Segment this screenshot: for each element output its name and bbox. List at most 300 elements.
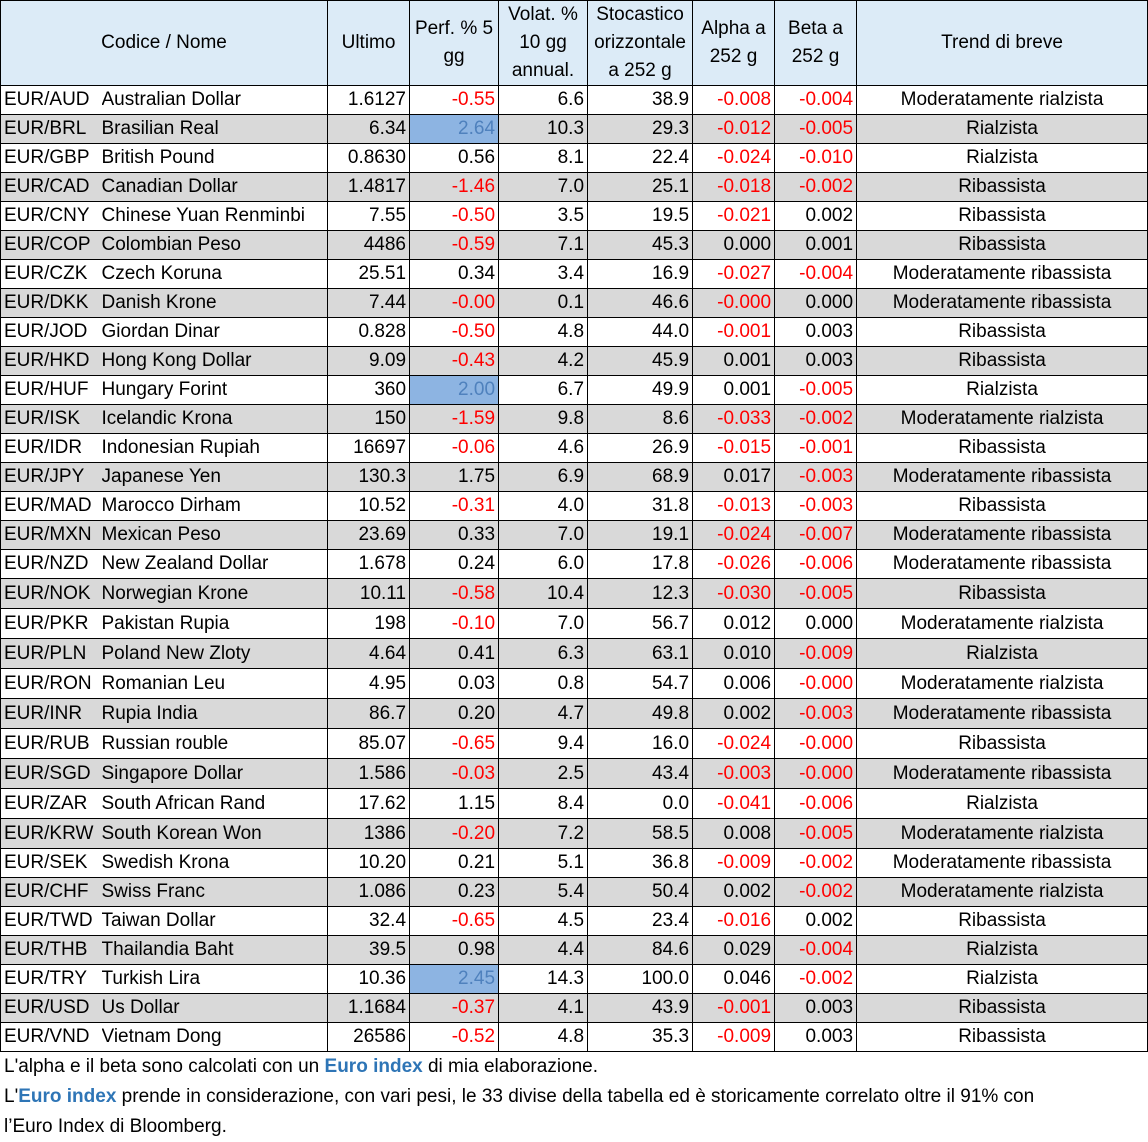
cell-ultimo: 1.086 [328,878,410,907]
cell-volat: 5.1 [499,849,588,878]
cell-name: British Pound [102,144,328,173]
cell-beta: -0.000 [775,759,857,789]
cell-beta: 0.002 [775,202,857,231]
cell-name: Mexican Peso [102,521,328,550]
cell-ultimo: 10.52 [328,492,410,521]
cell-code: EUR/TRY [1,965,102,994]
cell-alpha: -0.026 [693,550,775,579]
table-row [1,289,1148,318]
cell-beta: -0.005 [775,115,857,144]
cell-volat: 9.8 [499,405,588,434]
cell-perf: 0.20 [410,699,499,729]
cell-trend: Ribassista [857,347,1148,376]
cell-trend: Moderatamente ribassista [857,849,1148,878]
cell-alpha: 0.012 [693,609,775,639]
cell-volat: 7.0 [499,609,588,639]
cell-stocastico: 84.6 [588,936,693,965]
cell-volat: 6.7 [499,376,588,405]
cell-alpha: -0.021 [693,202,775,231]
cell-trend: Rialzista [857,144,1148,173]
cell-trend: Ribassista [857,907,1148,936]
cell-stocastico: 8.6 [588,405,693,434]
cell-ultimo: 1.1684 [328,994,410,1023]
cell-code: EUR/CNY [1,202,102,231]
cell-ultimo: 4.64 [328,639,410,669]
cell-trend: Ribassista [857,1023,1148,1052]
cell-perf: -0.10 [410,609,499,639]
cell-ultimo: 1386 [328,819,410,849]
cell-stocastico: 45.9 [588,347,693,376]
cell-beta: 0.003 [775,318,857,347]
cell-ultimo: 0.828 [328,318,410,347]
cell-code: EUR/BRL [1,115,102,144]
cell-volat: 9.4 [499,729,588,759]
table-row [1,347,1148,376]
cell-name: Poland New Zloty [102,639,328,669]
cell-ultimo: 360 [328,376,410,405]
cell-alpha: -0.033 [693,405,775,434]
cell-alpha: -0.009 [693,1023,775,1052]
cell-trend: Ribassista [857,492,1148,521]
cell-code: EUR/NZD [1,550,102,579]
cell-stocastico: 23.4 [588,907,693,936]
cell-trend: Moderatamente rialzista [857,86,1148,115]
header-perf: Perf. % 5 gg [410,1,499,86]
cell-name: Giordan Dinar [102,318,328,347]
cell-code: EUR/MAD [1,492,102,521]
cell-beta: 0.003 [775,347,857,376]
cell-name: Canadian Dollar [102,173,328,202]
cell-ultimo: 32.4 [328,907,410,936]
cell-stocastico: 12.3 [588,579,693,609]
cell-beta: -0.004 [775,260,857,289]
cell-volat: 8.1 [499,144,588,173]
cell-stocastico: 19.1 [588,521,693,550]
cell-volat: 4.8 [499,318,588,347]
cell-name: Pakistan Rupia [102,609,328,639]
cell-trend: Moderatamente ribassista [857,759,1148,789]
cell-volat: 6.0 [499,550,588,579]
cell-ultimo: 198 [328,609,410,639]
cell-name: South African Rand [102,789,328,819]
cell-name: Marocco Dirham [102,492,328,521]
cell-trend: Ribassista [857,994,1148,1023]
cell-volat: 4.2 [499,347,588,376]
cell-alpha: -0.009 [693,849,775,878]
cell-beta: 0.001 [775,231,857,260]
cell-code: EUR/AUD [1,86,102,115]
cell-alpha: 0.017 [693,463,775,492]
cell-ultimo: 23.69 [328,521,410,550]
cell-volat: 6.6 [499,86,588,115]
cell-name: Swiss Franc [102,878,328,907]
cell-stocastico: 100.0 [588,965,693,994]
cell-stocastico: 58.5 [588,819,693,849]
cell-alpha: -0.041 [693,789,775,819]
cell-stocastico: 26.9 [588,434,693,463]
cell-volat: 0.1 [499,289,588,318]
cell-volat: 4.4 [499,936,588,965]
cell-code: EUR/JOD [1,318,102,347]
cell-ultimo: 4.95 [328,669,410,699]
cell-stocastico: 25.1 [588,173,693,202]
table-row [1,521,1148,550]
cell-name: Danish Krone [102,289,328,318]
cell-alpha: 0.002 [693,878,775,907]
cell-alpha: -0.030 [693,579,775,609]
cell-volat: 4.6 [499,434,588,463]
cell-alpha: 0.001 [693,376,775,405]
cell-code: EUR/MXN [1,521,102,550]
cell-ultimo: 10.11 [328,579,410,609]
cell-perf: 0.03 [410,669,499,699]
footnote-keyword: Euro index [18,1086,117,1107]
footnote-keyword: Euro index [324,1056,423,1077]
footnotes [0,1052,1148,1142]
cell-perf: 1.15 [410,789,499,819]
cell-trend: Moderatamente rialzista [857,878,1148,907]
table-row [1,729,1148,759]
cell-beta: -0.000 [775,669,857,699]
cell-beta: -0.005 [775,376,857,405]
cell-ultimo: 25.51 [328,260,410,289]
table-row [1,907,1148,936]
cell-ultimo: 6.34 [328,115,410,144]
header-alpha: Alpha a 252 g [693,1,775,86]
cell-volat: 7.1 [499,231,588,260]
cell-beta: -0.003 [775,492,857,521]
cell-alpha: 0.001 [693,347,775,376]
table-row [1,260,1148,289]
cell-beta: -0.009 [775,639,857,669]
footnote-line-3: l’Euro Index di Bloomberg. [4,1116,227,1137]
cell-perf: 0.24 [410,550,499,579]
table-row [1,318,1148,347]
cell-stocastico: 68.9 [588,463,693,492]
cell-name: Turkish Lira [102,965,328,994]
cell-stocastico: 49.9 [588,376,693,405]
cell-name: Indonesian Rupiah [102,434,328,463]
cell-perf: -0.06 [410,434,499,463]
cell-stocastico: 19.5 [588,202,693,231]
cell-volat: 0.8 [499,669,588,699]
footnote-text: L'alpha e il beta sono calcolati con un [4,1056,325,1077]
table-row [1,819,1148,849]
cell-volat: 3.4 [499,260,588,289]
cell-trend: Moderatamente ribassista [857,521,1148,550]
cell-trend: Ribassista [857,202,1148,231]
table-row [1,144,1148,173]
cell-beta: -0.002 [775,965,857,994]
cell-trend: Rialzista [857,376,1148,405]
cell-stocastico: 49.8 [588,699,693,729]
cell-name: Singapore Dollar [102,759,328,789]
cell-name: Thailandia Baht [102,936,328,965]
cell-trend: Rialzista [857,639,1148,669]
cell-name: Icelandic Krona [102,405,328,434]
cell-ultimo: 1.678 [328,550,410,579]
cell-code: EUR/RON [1,669,102,699]
cell-name: Chinese Yuan Renminbi [102,202,328,231]
cell-name: South Korean Won [102,819,328,849]
cell-code: EUR/PLN [1,639,102,669]
table-row [1,849,1148,878]
cell-code: EUR/ZAR [1,789,102,819]
cell-trend: Moderatamente ribassista [857,289,1148,318]
cell-name: Taiwan Dollar [102,907,328,936]
cell-trend: Moderatamente ribassista [857,463,1148,492]
cell-alpha: -0.024 [693,144,775,173]
cell-perf: -1.59 [410,405,499,434]
cell-stocastico: 16.9 [588,260,693,289]
cell-trend: Rialzista [857,789,1148,819]
table-row [1,878,1148,907]
cell-alpha: -0.015 [693,434,775,463]
cell-trend: Ribassista [857,579,1148,609]
table-row [1,202,1148,231]
cell-code: EUR/CAD [1,173,102,202]
cell-beta: 0.003 [775,994,857,1023]
cell-perf: -0.50 [410,318,499,347]
footnote-text: L' [4,1086,19,1107]
cell-trend: Ribassista [857,318,1148,347]
cell-trend: Moderatamente ribassista [857,699,1148,729]
cell-beta: 0.002 [775,907,857,936]
cell-stocastico: 17.8 [588,550,693,579]
table-row [1,405,1148,434]
table-row [1,669,1148,699]
cell-ultimo: 1.6127 [328,86,410,115]
cell-name: Russian rouble [102,729,328,759]
cell-perf: -0.59 [410,231,499,260]
table-row [1,759,1148,789]
cell-volat: 8.4 [499,789,588,819]
cell-perf: -0.43 [410,347,499,376]
cell-volat: 7.0 [499,173,588,202]
table-row [1,994,1148,1023]
cell-alpha: -0.001 [693,994,775,1023]
cell-perf: -0.03 [410,759,499,789]
cell-perf: -0.55 [410,86,499,115]
cell-volat: 6.9 [499,463,588,492]
table-row [1,965,1148,994]
cell-alpha: -0.003 [693,759,775,789]
cell-name: Us Dollar [102,994,328,1023]
cell-name: Brasilian Real [102,115,328,144]
cell-alpha: -0.008 [693,86,775,115]
cell-perf: 1.75 [410,463,499,492]
cell-ultimo: 4486 [328,231,410,260]
cell-perf: 2.45 [410,965,499,994]
cell-perf: -0.65 [410,729,499,759]
table-row [1,86,1148,115]
table-row [1,699,1148,729]
cell-trend: Ribassista [857,434,1148,463]
cell-perf: -0.31 [410,492,499,521]
cell-name: Colombian Peso [102,231,328,260]
cell-alpha: 0.002 [693,699,775,729]
cell-code: EUR/USD [1,994,102,1023]
cell-ultimo: 85.07 [328,729,410,759]
footnote-text: prende in considerazione, con vari pesi, le 33 divise della tabella ed è storicamente correlato oltre il 91% con [116,1086,1035,1107]
cell-code: EUR/VND [1,1023,102,1052]
footnote-line-2 [4,1082,1148,1112]
cell-volat: 4.0 [499,492,588,521]
cell-ultimo: 0.8630 [328,144,410,173]
cell-alpha: -0.013 [693,492,775,521]
cell-alpha: 0.006 [693,669,775,699]
cell-code: EUR/COP [1,231,102,260]
table-row [1,1023,1148,1052]
cell-code: EUR/PKR [1,609,102,639]
cell-volat: 4.1 [499,994,588,1023]
table-row [1,936,1148,965]
cell-stocastico: 35.3 [588,1023,693,1052]
cell-stocastico: 63.1 [588,639,693,669]
cell-name: Hungary Forint [102,376,328,405]
table-row [1,789,1148,819]
cell-stocastico: 45.3 [588,231,693,260]
cell-code: EUR/RUB [1,729,102,759]
cell-code: EUR/INR [1,699,102,729]
cell-code: EUR/IDR [1,434,102,463]
cell-volat: 5.4 [499,878,588,907]
table-row [1,231,1148,260]
cell-perf: -1.46 [410,173,499,202]
cell-stocastico: 38.9 [588,86,693,115]
cell-ultimo: 7.44 [328,289,410,318]
cell-volat: 3.5 [499,202,588,231]
cell-trend: Ribassista [857,729,1148,759]
cell-ultimo: 1.586 [328,759,410,789]
header-volat: Volat. % 10 gg annual. [499,1,588,86]
header-stocastico: Stocastico orizzontale a 252 g [588,1,693,86]
cell-ultimo: 1.4817 [328,173,410,202]
cell-name: New Zealand Dollar [102,550,328,579]
cell-ultimo: 86.7 [328,699,410,729]
cell-name: Romanian Leu [102,669,328,699]
cell-perf: -0.65 [410,907,499,936]
cell-name: Japanese Yen [102,463,328,492]
cell-stocastico: 46.6 [588,289,693,318]
cell-code: EUR/KRW [1,819,102,849]
cell-code: EUR/SGD [1,759,102,789]
table-row [1,639,1148,669]
cell-name: Rupia India [102,699,328,729]
cell-trend: Moderatamente rialzista [857,609,1148,639]
cell-stocastico: 56.7 [588,609,693,639]
cell-volat: 7.2 [499,819,588,849]
table-row [1,463,1148,492]
cell-trend: Rialzista [857,936,1148,965]
cell-ultimo: 9.09 [328,347,410,376]
cell-beta: -0.010 [775,144,857,173]
table-body [1,86,1148,1052]
cell-beta: -0.002 [775,849,857,878]
table-row [1,173,1148,202]
cell-beta: -0.003 [775,463,857,492]
cell-perf: 2.00 [410,376,499,405]
cell-stocastico: 0.0 [588,789,693,819]
cell-ultimo: 7.55 [328,202,410,231]
table-row [1,550,1148,579]
cell-perf: -0.00 [410,289,499,318]
header-codice-nome: Codice / Nome [1,1,328,86]
cell-perf: 0.33 [410,521,499,550]
cell-beta: -0.006 [775,550,857,579]
cell-beta: -0.007 [775,521,857,550]
cell-alpha: 0.008 [693,819,775,849]
cell-alpha: -0.016 [693,907,775,936]
cell-stocastico: 29.3 [588,115,693,144]
cell-beta: -0.001 [775,434,857,463]
cell-stocastico: 36.8 [588,849,693,878]
cell-beta: -0.006 [775,789,857,819]
cell-perf: 0.21 [410,849,499,878]
cell-name: Vietnam Dong [102,1023,328,1052]
cell-alpha: -0.012 [693,115,775,144]
cell-trend: Ribassista [857,173,1148,202]
cell-alpha: -0.018 [693,173,775,202]
cell-trend: Moderatamente rialzista [857,669,1148,699]
cell-trend: Rialzista [857,965,1148,994]
cell-alpha: 0.010 [693,639,775,669]
cell-trend: Moderatamente ribassista [857,260,1148,289]
cell-name: Australian Dollar [102,86,328,115]
footnote-text: di mia elaborazione. [422,1056,599,1077]
cell-volat: 6.3 [499,639,588,669]
cell-ultimo: 17.62 [328,789,410,819]
cell-volat: 4.5 [499,907,588,936]
cell-perf: 0.98 [410,936,499,965]
table-row [1,579,1148,609]
cell-volat: 10.4 [499,579,588,609]
cell-name: Swedish Krona [102,849,328,878]
cell-beta: -0.003 [775,699,857,729]
cell-perf: -0.50 [410,202,499,231]
cell-beta: -0.002 [775,878,857,907]
cell-alpha: -0.024 [693,521,775,550]
cell-alpha: 0.029 [693,936,775,965]
cell-stocastico: 31.8 [588,492,693,521]
cell-perf: -0.58 [410,579,499,609]
cell-stocastico: 54.7 [588,669,693,699]
cell-ultimo: 10.20 [328,849,410,878]
cell-stocastico: 44.0 [588,318,693,347]
cell-ultimo: 130.3 [328,463,410,492]
cell-code: EUR/HUF [1,376,102,405]
cell-stocastico: 43.4 [588,759,693,789]
cell-trend: Moderatamente rialzista [857,819,1148,849]
cell-stocastico: 22.4 [588,144,693,173]
cell-beta: -0.005 [775,819,857,849]
cell-ultimo: 150 [328,405,410,434]
cell-alpha: -0.000 [693,289,775,318]
cell-alpha: 0.000 [693,231,775,260]
cell-code: EUR/CZK [1,260,102,289]
cell-name: Czech Koruna [102,260,328,289]
cell-volat: 4.8 [499,1023,588,1052]
cell-code: EUR/THB [1,936,102,965]
cell-trend: Ribassista [857,231,1148,260]
cell-ultimo: 10.36 [328,965,410,994]
table-row [1,609,1148,639]
cell-perf: 2.64 [410,115,499,144]
cell-code: EUR/CHF [1,878,102,907]
cell-perf: 0.23 [410,878,499,907]
header-ultimo: Ultimo [328,1,410,86]
cell-perf: -0.20 [410,819,499,849]
